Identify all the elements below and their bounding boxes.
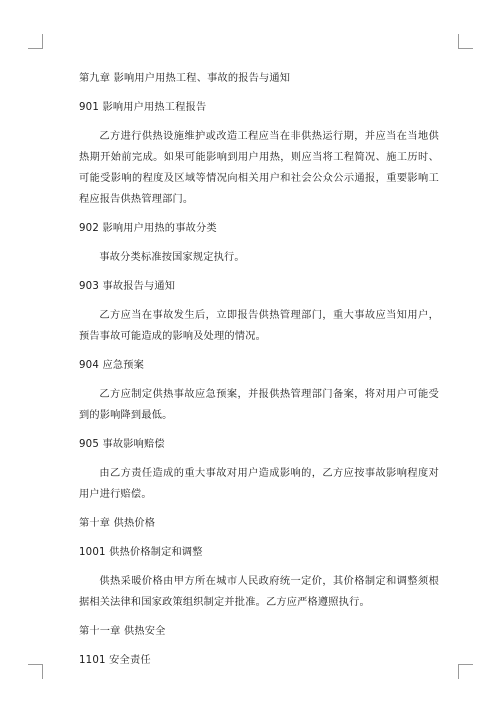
section-904-title: 904 应急预案 — [79, 360, 145, 371]
crop-mark-bottom-left — [28, 664, 43, 679]
section-1101-title: 1101 安全责任 — [79, 655, 151, 666]
section-905-title: 905 事故影响赔偿 — [79, 439, 165, 450]
section-905-paragraph: 由乙方责任造成的重大事故对用户造成影响的，乙方应按事故影响程度对用户进行赔偿。 — [79, 468, 439, 500]
section-902-title: 902 影响用户用热的事故分类 — [79, 223, 217, 234]
chapter-9-title: 第九章 影响用户用热工程、事故的报告与通知 — [79, 73, 291, 84]
document-body — [79, 68, 439, 679]
crop-mark-top-right — [458, 34, 473, 49]
chapter-11-title: 第十一章 供热安全 — [79, 626, 166, 637]
section-902-paragraph: 事故分类标准按国家规定执行。 — [99, 252, 245, 263]
section-1001-title: 1001 供热价格制定和调整 — [79, 547, 203, 558]
chapter-10-title: 第十章 供热价格 — [79, 518, 156, 529]
section-901-paragraph: 乙方进行供热设施维护或改造工程应当在非供热运行期，并应当在当地供热期开始前完成。如果可能影响到用户用热，则应当将工程简况、施工历时、可能受影响的程度及区域等情况向相关用户和社会公众公示通报，重要影响工程应报告供热管理部门。 — [79, 131, 439, 205]
section-904-paragraph: 乙方应制定供热事故应急预案，并报供热管理部门备案，将对用户可能受到的影响降到最低。 — [79, 389, 439, 421]
crop-mark-top-left — [28, 34, 43, 49]
section-903-title: 903 事故报告与通知 — [79, 281, 176, 292]
section-1001-paragraph: 供热采暖价格由甲方所在城市人民政府统一定价，其价格制定和调整须根据相关法律和国家政策组织制定并批准。乙方应严格遵照执行。 — [79, 576, 439, 608]
crop-mark-bottom-right — [458, 664, 473, 679]
section-903-paragraph: 乙方应当在事故发生后，立即报告供热管理部门，重大事故应当知用户，预告事故可能造成的影响及处理的情况。 — [79, 310, 439, 342]
section-901-title: 901 影响用户用热工程报告 — [79, 102, 207, 113]
